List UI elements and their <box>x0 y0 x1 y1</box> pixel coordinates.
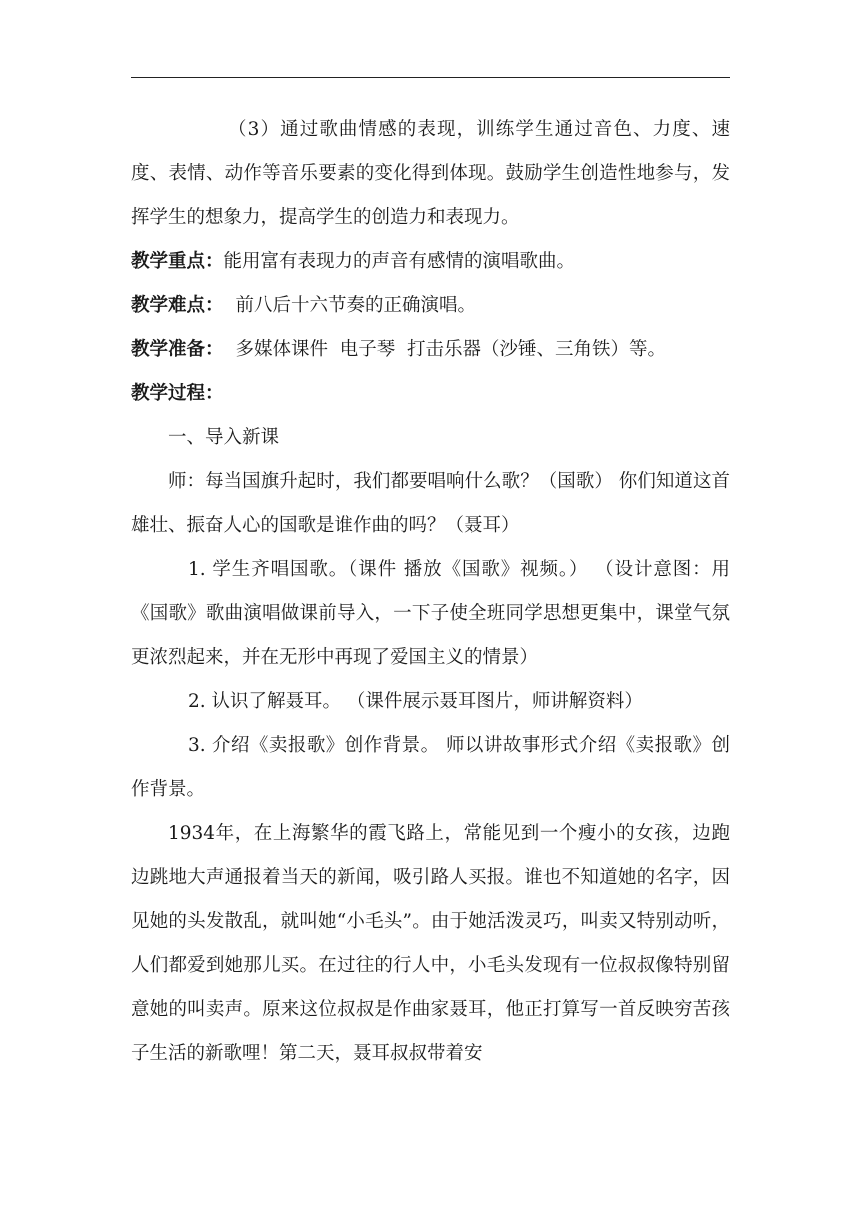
step-2: 2. 认识了解聂耳。 （课件展示聂耳图片，师讲解资料） <box>188 691 643 712</box>
step-3: 3. 介绍《卖报歌》创作背景。 师以讲故事形式介绍《卖报歌》创作背景。 <box>131 735 730 800</box>
difficulties-label: 教学难点： <box>131 295 224 316</box>
document-body <box>131 108 730 1076</box>
key-points-label: 教学重点： <box>131 251 224 272</box>
section-heading-1: 一、导入新课 <box>168 427 280 448</box>
header-rule <box>131 77 730 78</box>
preparation-line <box>131 328 730 372</box>
step-1: 1. 学生齐唱国歌。（课件 播放《国歌》视频。） （设计意图：用《国歌》歌曲演唱做课前导入，一下子使全班同学思想更集中，课堂气氛更浓烈起来，并在无形中再现了爱国主义的情景） <box>131 559 730 668</box>
preparation-text: 多媒体课件 电子琴 打击乐器（沙锤、三角铁）等。 <box>235 339 667 360</box>
difficulties-text: 前八后十六节奏的正确演唱。 <box>235 295 477 316</box>
preparation-label: 教学准备： <box>131 339 224 360</box>
teacher-intro: 师：每当国旗升起时，我们都要唱响什么歌？（国歌） 你们知道这首雄壮、振奋人心的国歌是谁作曲的吗？（聂耳） <box>131 471 730 536</box>
difficulties-line <box>131 284 730 328</box>
objective-item-3: （3）通过歌曲情感的表现，训练学生通过音色、力度、速度、表情、动作等音乐要素的变化得到体现。鼓励学生创造性地参与，发挥学生的想象力，提高学生的创造力和表现力。 <box>131 119 730 228</box>
key-points-line <box>131 240 730 284</box>
process-line <box>131 372 730 416</box>
story-paragraph: 1934年，在上海繁华的霞飞路上，常能见到一个瘦小的女孩，边跑边跳地大声通报着当天的新闻，吸引路人买报。谁也不知道她的名字，因见她的头发散乱，就叫她“小毛头”。由于她活泼灵巧，叫卖又特别动听，人们都爱到她那儿买。在过往的行人中，小毛头发现有一位叔叔像特别留意她的叫卖声。原来这位叔叔是作曲家聂耳，他正打算写一首反映穷苦孩子生活的新歌哩！第二天，聂耳叔叔带着安 <box>131 823 730 1064</box>
process-label: 教学过程： <box>131 383 224 404</box>
key-points-text: 能用富有表现力的声音有感情的演唱歌曲。 <box>223 251 576 272</box>
